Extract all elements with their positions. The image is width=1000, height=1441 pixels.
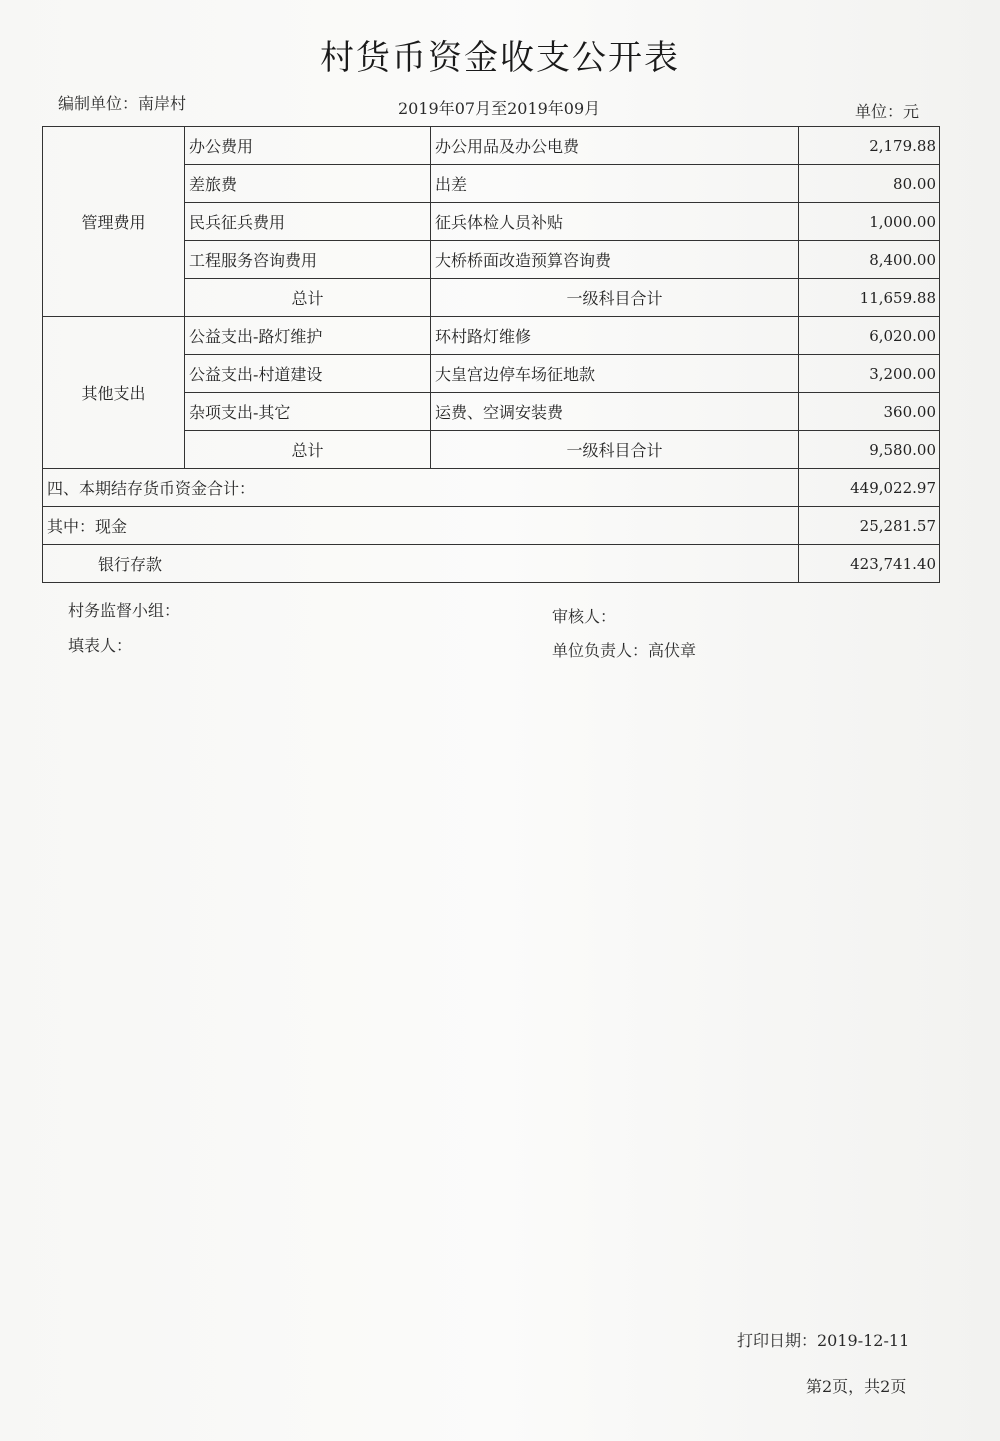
category-cell: 管理费用 (43, 127, 185, 317)
item-cell: 公益支出-路灯维护 (185, 317, 431, 355)
summary-row (43, 469, 940, 507)
amount-cell: 2,179.88 (799, 127, 940, 165)
subtotal-amount: 9,580.00 (799, 431, 940, 469)
summary-amount: 449,022.97 (799, 469, 940, 507)
summary-label: 银行存款 (43, 545, 799, 583)
summary-row (43, 545, 940, 583)
subtotal-label: 总计 (185, 431, 431, 469)
desc-cell: 环村路灯维修 (431, 317, 799, 355)
subtotal-amount: 11,659.88 (799, 279, 940, 317)
item-cell: 公益支出-村道建设 (185, 355, 431, 393)
item-cell: 办公费用 (185, 127, 431, 165)
filler-signature: 填表人： (68, 636, 133, 655)
leader-signature: 单位负责人：高伏章 (552, 641, 697, 660)
desc-cell: 大桥桥面改造预算咨询费 (431, 241, 799, 279)
desc-cell: 办公用品及办公电费 (431, 127, 799, 165)
item-cell: 杂项支出-其它 (185, 393, 431, 431)
summary-amount: 423,741.40 (799, 545, 940, 583)
supervision-signature: 村务监督小组： (68, 601, 181, 620)
amount-cell: 1,000.00 (799, 203, 940, 241)
summary-row (43, 507, 940, 545)
amount-cell: 360.00 (799, 393, 940, 431)
amount-cell: 80.00 (799, 165, 940, 203)
item-cell: 工程服务咨询费用 (185, 241, 431, 279)
amount-cell: 6,020.00 (799, 317, 940, 355)
print-date: 打印日期：2019-12-11 (737, 1331, 910, 1350)
document-title: 村货币资金收支公开表 (320, 38, 680, 78)
compiling-unit: 编制单位：南岸村 (58, 94, 187, 113)
page-number: 第2页，共2页 (806, 1377, 907, 1396)
amount-cell: 3,200.00 (799, 355, 940, 393)
item-cell: 差旅费 (185, 165, 431, 203)
subtotal-desc: 一级科目合计 (431, 431, 799, 469)
finance-table (42, 126, 940, 583)
summary-label: 其中：现金 (43, 507, 799, 545)
summary-amount: 25,281.57 (799, 507, 940, 545)
report-period: 2019年07月至2019年09月 (398, 99, 601, 118)
reviewer-signature: 审核人： (552, 607, 617, 626)
amount-cell: 8,400.00 (799, 241, 940, 279)
desc-cell: 大皇宫边停车场征地款 (431, 355, 799, 393)
item-cell: 民兵征兵费用 (185, 203, 431, 241)
summary-label: 四、本期结存货币资金合计： (43, 469, 799, 507)
table-row (43, 317, 940, 355)
subtotal-label: 总计 (185, 279, 431, 317)
desc-cell: 征兵体检人员补贴 (431, 203, 799, 241)
table-row (43, 127, 940, 165)
desc-cell: 运费、空调安装费 (431, 393, 799, 431)
category-cell: 其他支出 (43, 317, 185, 469)
currency-unit: 单位：元 (855, 102, 920, 121)
subtotal-desc: 一级科目合计 (431, 279, 799, 317)
desc-cell: 出差 (431, 165, 799, 203)
